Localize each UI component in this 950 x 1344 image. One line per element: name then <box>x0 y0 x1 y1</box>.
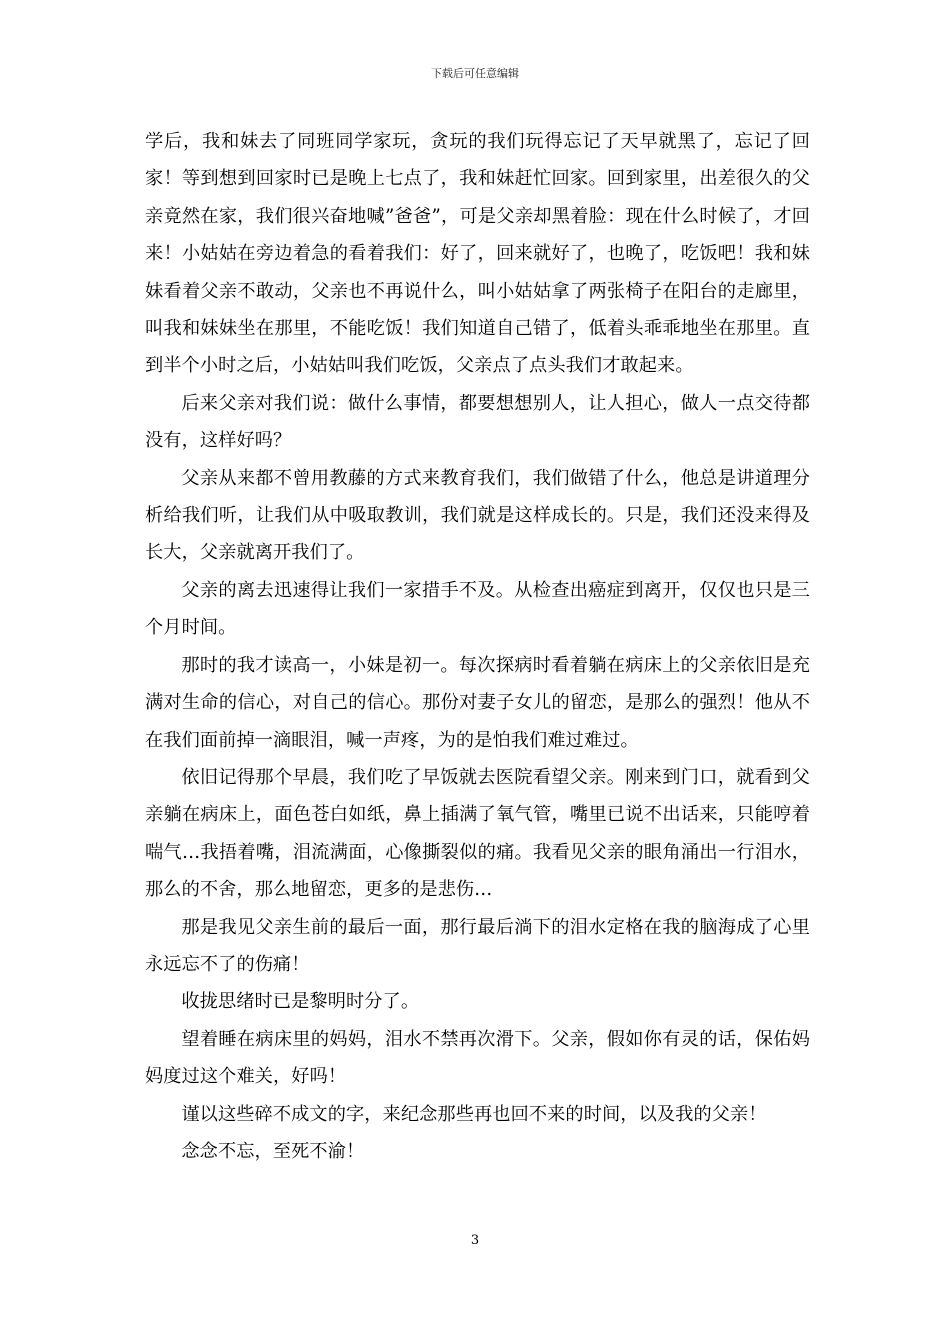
body-text <box>145 123 810 1170</box>
paragraph: 那时的我才读高一，小妹是初一。每次探病时看着躺在病床上的父亲依旧是充满对生命的信心，对自己的信心。那份对妻子女儿的留恋，是那么的强烈！他从不在我们面前掉一滴眼泪，喊一声疼，为的是怕我们难过难过。 <box>145 654 810 751</box>
paragraph: 那是我见父亲生前的最后一面，那行最后淌下的泪水定格在我的脑海成了心里永远忘不了的伤痛！ <box>145 916 810 975</box>
paragraph: 念念不忘，至死不渝！ <box>181 1140 365 1162</box>
paragraph: 谨以这些碎不成文的字，来纪念那些再也回不来的时间，以及我的父亲！ <box>181 1103 767 1125</box>
paragraph: 依旧记得那个早晨，我们吃了早饭就去医院看望父亲。刚来到门口，就看到父亲躺在病床上，面色苍白如纸，鼻上插满了氧气管，嘴里已说不出话来，只能哼着喘气…我捂着嘴，泪流满面，心像撕裂似的痛。我看见父亲的眼角涌出一行泪水，那么的不舍，那么地留恋，更多的是悲伤… <box>145 766 810 901</box>
page-header: 下载后可任意编辑 <box>431 67 519 80</box>
paragraph: 父亲从来都不曾用教藤的方式来教育我们，我们做错了什么，他总是讲道理分析给我们听，让我们从中吸取教训，我们就是这样成长的。只是，我们还没来得及长大，父亲就离开我们了。 <box>145 467 810 564</box>
paragraph: 父亲的离去迅速得让我们一家措手不及。从检查出癌症到离开，仅仅也只是三个月时间。 <box>145 579 810 639</box>
page-number: 3 <box>470 1233 480 1248</box>
paragraph-continued: 学后，我和妹去了同班同学家玩，贪玩的我们玩得忘记了天早就黑了，忘记了回家！等到想到回家时已是晚上七点了，我和妹赶忙回家。回到家里，出差很久的父亲竟然在家，我们很兴奋地喊”爸爸”，可是父亲却黑着脸：现在什么时候了，才回来！小姑姑在旁边着急的看着我们：好了，回来就好了，也晚了，吃饭吧！我和妹妹看着父亲不敢动，父亲也不再说什么，叫小姑姑拿了两张椅子在阳台的走廊里，叫我和妹妹坐在那里，不能吃饭！我们知道自己错了，低着头乖乖地坐在那里。直到半个小时之后，小姑姑叫我们吃饭，父亲点了点头我们才敢起来。 <box>145 131 810 377</box>
paragraph: 望着睡在病床里的妈妈，泪水不禁再次滑下。父亲，假如你有灵的话，保佑妈妈度过这个难关，好吗！ <box>145 1028 810 1088</box>
paragraph: 后来父亲对我们说：做什么事情，都要想想别人，让人担心，做人一点交待都没有，这样好吗？ <box>145 392 810 452</box>
paragraph: 收拢思绪时已是黎明时分了。 <box>181 991 420 1013</box>
